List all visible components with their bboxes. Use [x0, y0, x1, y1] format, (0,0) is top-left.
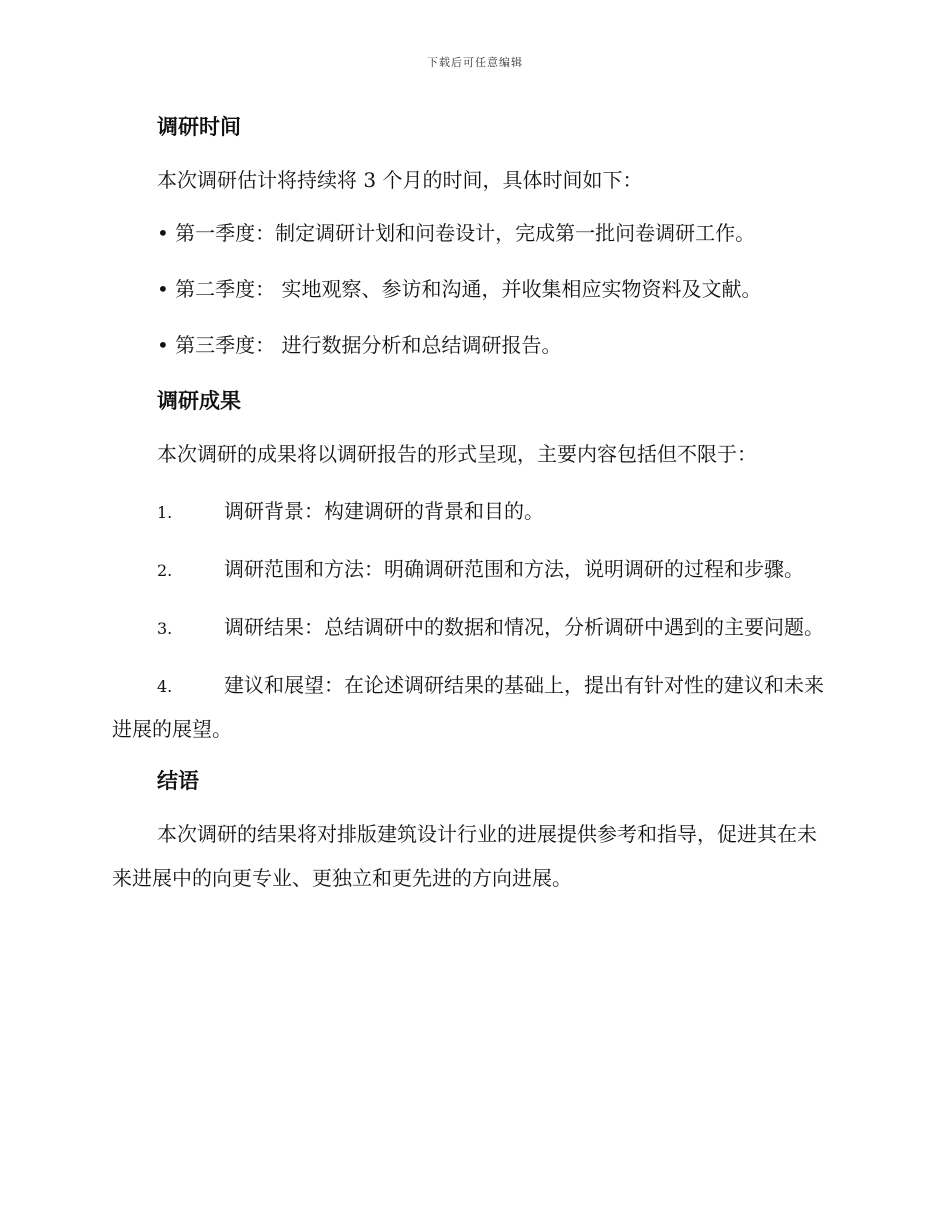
- bullet-q3: • 第三季度： 进行数据分析和总结调研报告。: [157, 333, 562, 357]
- conclusion-text: 本次调研的结果将对排版建筑设计行业的进展提供参考和指导，促进其在未来进展中的向更专业、更独立和更先进的方向进展。: [112, 822, 817, 890]
- item-number: 4.: [157, 677, 173, 696]
- document-body: [112, 110, 836, 900]
- item-number: 3.: [157, 619, 173, 638]
- result-item-2: [112, 548, 836, 592]
- item-text: 调研结果：总结调研中的数据和情况，分析调研中遇到的主要问题。: [224, 615, 824, 639]
- bullet-q2: • 第二季度： 实地观察、参访和沟通，并收集相应实物资料及文献。: [157, 277, 762, 301]
- research-results-intro: 本次调研的成果将以调研报告的形式呈现，主要内容包括但不限于：: [157, 442, 757, 466]
- page-header: 下载后可任意编辑: [427, 56, 523, 69]
- result-item-4: [112, 664, 836, 750]
- item-text: 调研范围和方法：明确调研范围和方法，说明调研的过程和步骤。: [224, 557, 804, 581]
- result-item-3: [112, 606, 836, 650]
- heading-research-time: 调研时间: [157, 115, 241, 139]
- result-item-1: [112, 490, 836, 534]
- heading-conclusion: 结语: [157, 769, 199, 793]
- heading-research-results: 调研成果: [157, 389, 241, 413]
- bullet-q1: • 第一季度：制定调研计划和问卷设计，完成第一批问卷调研工作。: [157, 221, 756, 245]
- item-text: 建议和展望：在论述调研结果的基础上，提出有针对性的建议和未来进展的展望。: [112, 673, 824, 741]
- research-time-intro: 本次调研估计将持续将 3 个月的时间，具体时间如下：: [157, 168, 643, 192]
- item-number: 2.: [157, 561, 173, 580]
- item-number: 1.: [157, 503, 173, 522]
- item-text: 调研背景：构建调研的背景和目的。: [224, 499, 544, 523]
